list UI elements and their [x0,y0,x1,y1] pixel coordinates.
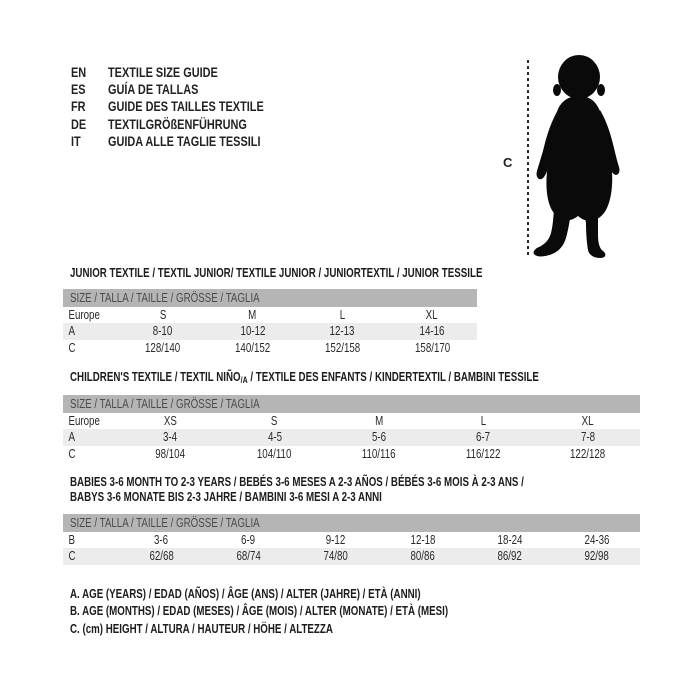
table-row [63,532,640,548]
size-cell: S [271,414,278,429]
size-cell: L [339,308,346,323]
language-row [71,63,308,80]
junior-size-table [63,289,477,356]
size-cell: 12-18 [410,533,435,548]
table-body [63,532,640,565]
row-label: A [68,430,75,445]
size-cell: 7-8 [580,430,595,445]
size-cell: 18-24 [497,533,522,548]
legend-notes [70,586,555,638]
language-code: ES [71,81,86,98]
size-cell: 116/122 [466,446,501,461]
size-cell: XL [426,308,439,323]
language-row [71,115,308,132]
size-header-label: SIZE / TALLA / TAILLE / GRÖSSE / TAGLIA [70,397,260,411]
size-cell: 6-9 [241,533,256,548]
title-text: / TEXTILE DES ENFANTS / KINDERTEXTIL / BAMBINI TESSILE [247,370,539,384]
row-label: B [68,533,75,548]
baby-silhouette-icon [532,54,624,259]
table-row [63,340,477,356]
size-header-bar [63,289,477,307]
size-cell: 140/152 [235,340,271,355]
size-cell: 62/68 [149,549,174,564]
table-row [63,446,640,462]
size-cell: 74/80 [323,549,348,564]
row-label: A [68,324,75,339]
table-row [63,307,477,323]
title-subscript: /A [240,375,248,385]
size-cell: 86/92 [497,549,522,564]
size-cell: 3-6 [154,533,169,548]
size-header-label: SIZE / TALLA / TAILLE / GRÖSSE / TAGLIA [70,291,260,305]
size-cell: 158/170 [414,340,450,355]
size-cell: 24-36 [584,533,609,548]
size-cell: 104/110 [257,446,292,461]
size-cell: 110/116 [362,446,396,461]
title-text: BABIES 3-6 MONTH TO 2-3 YEARS / BEBÉS 3-6 MESES A 2-3 AÑOS / BÉBÉS 3-6 MOIS À 2-3 ANS / [70,475,524,489]
size-cell: XS [163,414,177,429]
table-row [63,429,640,445]
table-row [63,323,477,339]
size-cell: 92/98 [584,549,609,564]
row-label: C [68,340,76,355]
table-body [63,413,640,462]
size-cell: 80/86 [410,549,435,564]
size-cell: XL [581,414,594,429]
title-text: JUNIOR TEXTILE / TEXTIL JUNIOR/ TEXTILE JUNIOR / JUNIORTEXTIL / JUNIOR TESSILE [70,266,483,280]
language-label: TEXTILE SIZE GUIDE [108,63,218,80]
height-dashed-line [527,60,529,258]
size-cell: 8-10 [153,324,173,339]
language-code: IT [71,133,81,150]
size-cell: 12-13 [329,324,355,339]
size-cell: 152/158 [324,340,360,355]
language-list [71,63,308,150]
language-code: DE [71,115,87,132]
legend-note: A. AGE (YEARS) / EDAD (AÑOS) / ÂGE (ANS) / ALTER (JAHRE) / ETÀ (ANNI) [70,587,421,601]
size-header-bar [63,395,640,413]
table-title-line [70,490,524,505]
language-label: TEXTILGRÖßENFÜHRUNG [108,115,247,132]
language-row [71,80,308,97]
language-row [71,133,308,150]
size-cell: M [374,414,384,429]
children-size-table [63,395,640,462]
legend-note: C. (cm) HEIGHT / ALTURA / HAUTEUR / HÖHE / ALTEZZA [70,621,333,636]
size-cell: 122/128 [570,446,606,461]
junior-table-title [70,266,599,281]
language-label: GUIDA ALLE TAGLIE TESSILI [108,133,261,150]
row-label: C [68,549,76,564]
table-title-line [70,266,482,281]
table-title-line [70,475,524,490]
row-label: Europe [68,308,100,323]
size-cell: 14-16 [419,324,445,339]
size-cell: 10-12 [240,324,266,339]
table-title-line [70,370,539,388]
size-cell: 9-12 [325,533,346,548]
title-text: BABYS 3-6 MONATE BIS 2-3 JAHRE / BAMBINI 3-6 MESI A 2-3 ANNI [70,490,382,504]
size-cell: 5-6 [371,430,387,445]
language-row [71,98,308,115]
size-cell: 3-4 [163,430,178,445]
size-cell: M [248,308,257,323]
size-cell: 128/140 [145,340,181,355]
table-row [63,413,640,429]
table-body [63,307,477,356]
row-label: C [68,446,76,461]
language-label: GUÍA DE TALLAS [108,81,199,98]
size-cell: 98/104 [155,446,186,461]
size-cell: S [159,308,167,323]
table-row [63,548,640,564]
size-cell: 4-5 [267,430,282,445]
size-cell: 6-7 [476,430,491,445]
babies-size-table [63,514,640,565]
size-header-bar [63,514,640,532]
babies-table-title [70,475,652,505]
height-measure-label: C [503,155,513,170]
row-label: Europe [68,414,100,429]
children-table-title [70,370,671,388]
size-cell: 68/74 [236,549,261,564]
language-label: GUIDE DES TAILLES TEXTILE [108,98,264,115]
language-code: EN [71,63,87,80]
legend-note: B. AGE (MONTHS) / EDAD (MESES) / ÂGE (MOIS) / ALTER (MONATE) / ETÀ (MESI) [70,604,449,619]
size-cell: L [480,414,487,429]
language-code: FR [71,98,86,115]
title-text: CHILDREN'S TEXTILE / TEXTIL NIÑO [70,370,241,384]
size-header-label: SIZE / TALLA / TAILLE / GRÖSSE / TAGLIA [70,516,260,530]
